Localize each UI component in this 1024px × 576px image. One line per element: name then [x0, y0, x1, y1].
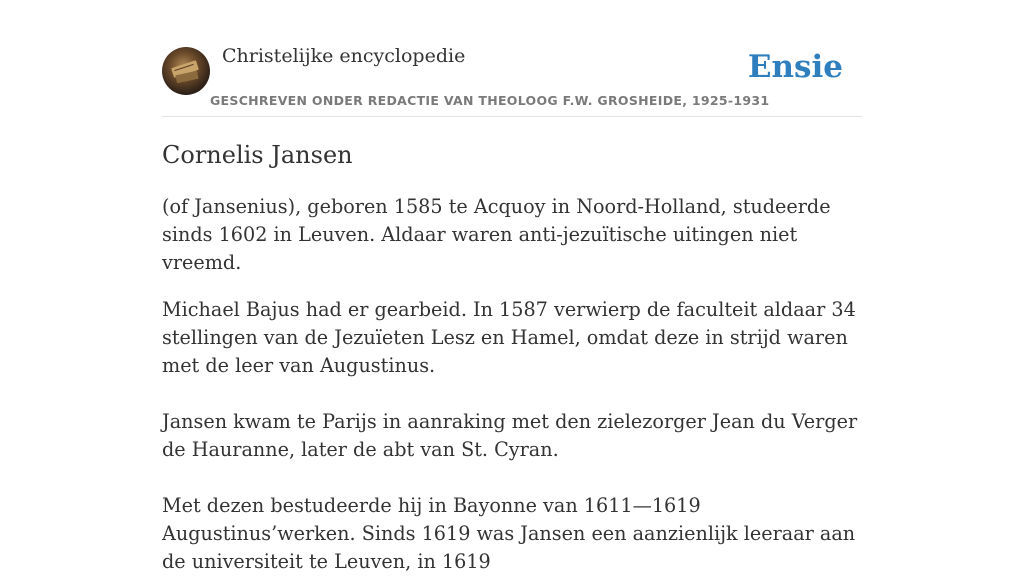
article-content: [162, 140, 862, 576]
page-title: Cornelis Jansen: [162, 141, 353, 169]
article-paragraph: (of Jansenius), geboren 1585 te Acquoy in Noord-Holland, studeerde sinds 1602 in Leuven. Aldaar waren anti-jezuïtische uitingen niet vreemd.: [162, 195, 831, 274]
article-paragraph: Michael Bajus had er gearbeid. In 1587 verwierp de faculteit aldaar 34 stellingen van de Jezuïeten Lesz en Hamel, omdat deze in strijd waren met de leer van Augustinus.: [162, 298, 856, 377]
article-paragraph: Met dezen bestudeerde hij in Bayonne van 1611—1619 Augustinus’werken. Sinds 1619 was Jansen een aanzienlijk leeraar aan de universiteit te Leuven, in 1619: [162, 494, 856, 573]
avatar[interactable]: [162, 47, 210, 95]
brand-logo-link[interactable]: Ensie: [747, 49, 843, 85]
article-paragraph: Jansen kwam te Parijs in aanraking met den zielezorger Jean du Verger de Hauranne, later de abt van St. Cyran.: [162, 410, 858, 461]
site-subtitle: GESCHREVEN ONDER REDACTIE VAN THEOLOOG F.W. GROSHEIDE, 1925-1931: [210, 93, 770, 108]
site-header: [162, 44, 862, 117]
site-title[interactable]: Christelijke encyclopedie: [222, 45, 466, 67]
